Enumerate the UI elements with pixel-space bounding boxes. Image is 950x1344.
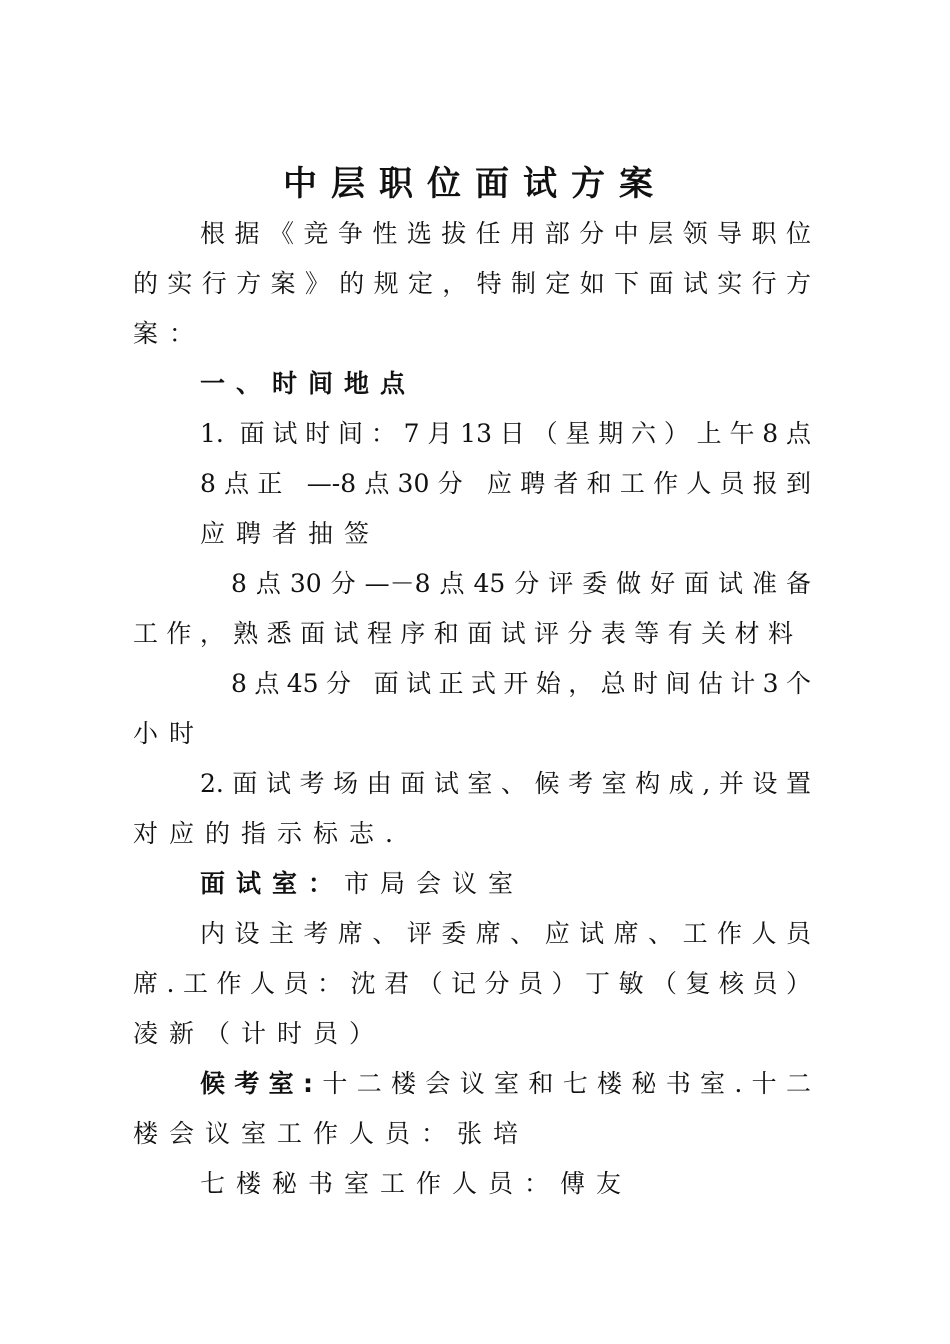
item2-line-2: 对应的指示标志. xyxy=(133,819,404,848)
page-title: 中层职位面试方案 xyxy=(283,164,667,204)
intro-line-2: 的实行方案》的规定，特制定如下面试实行方 xyxy=(133,269,811,298)
item1-line-2: 8点正 —-8点30分 应聘者和工作人员报到 xyxy=(200,469,811,498)
waiting-room-label: 候考室: xyxy=(200,1069,314,1098)
schedule2-line-1: 8点30分—－8点45分评委做好面试准备 xyxy=(231,569,811,598)
interview-room-location: 市局会议室 xyxy=(344,869,525,898)
waiting-room-line-2: 楼会议室工作人员：张培 xyxy=(133,1119,530,1148)
waiting-room-line-3: 七楼秘书室工作人员：傅友 xyxy=(200,1169,633,1198)
waiting-room-line-1-text: 十二楼会议室和七楼秘书室.十二 xyxy=(313,1069,811,1098)
schedule3-line-2: 小时 xyxy=(133,719,206,748)
intro-line-3: 案： xyxy=(133,319,206,348)
interview-room-desc-line-1: 内设主考席、评委席、应试席、工作人员 xyxy=(200,919,811,948)
schedule3-line-1: 8点45分 面试正式开始，总时间估计3个 xyxy=(231,669,811,698)
interview-room-desc-line-2: 席.工作人员：沈君（记分员）丁敏（复核员） xyxy=(133,969,811,998)
intro-line-1: 根据《竞争性选拔任用部分中层领导职位 xyxy=(200,219,811,248)
waiting-room-line-1 xyxy=(200,1066,811,1102)
item1-line-3: 应聘者抽签 xyxy=(200,519,381,548)
schedule2-line-2: 工作，熟悉面试程序和面试评分表等有关材料 xyxy=(133,619,793,648)
interview-room-desc-line-3: 凌新（计时员） xyxy=(133,1019,386,1048)
section-heading-time-place: 一、时间地点 xyxy=(200,369,417,398)
item1-line-1: 1. 面试时间：7月13日（星期六）上午8点 xyxy=(200,419,811,448)
item2-line-1: 2.面试考场由面试室、候考室构成,并设置 xyxy=(200,769,811,798)
interview-room-label: 面试室： xyxy=(200,869,345,898)
interview-room-line xyxy=(200,866,811,902)
